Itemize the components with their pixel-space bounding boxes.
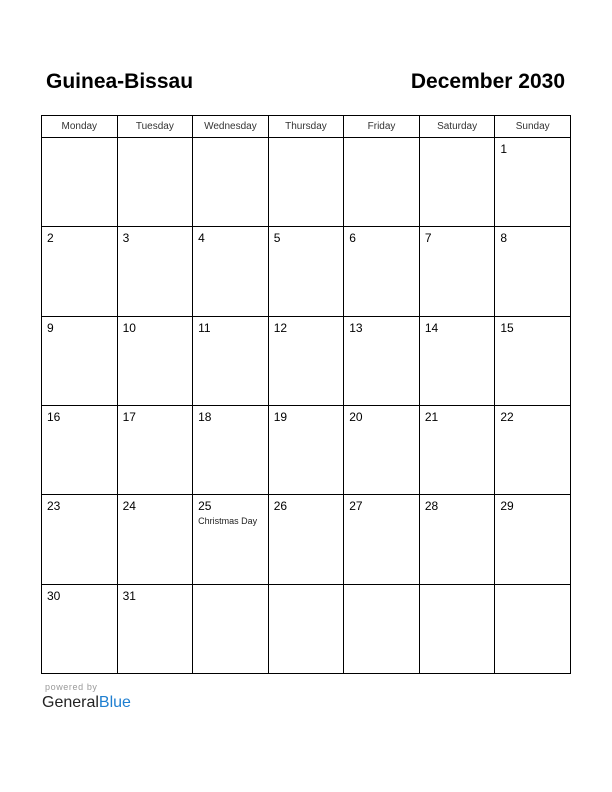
day-number: 26 xyxy=(273,499,288,514)
day-number: 1 xyxy=(500,142,508,156)
day-cell xyxy=(193,138,269,227)
day-number: 15 xyxy=(500,320,514,335)
day-number: 10 xyxy=(122,320,136,335)
day-number: 22 xyxy=(500,409,514,424)
day-number: 11 xyxy=(198,320,211,335)
day-number: 9 xyxy=(47,320,54,335)
week-row xyxy=(42,584,571,673)
day-cell xyxy=(42,584,118,673)
weekday-header-row xyxy=(42,116,571,138)
day-number: 29 xyxy=(500,499,514,514)
day-cell xyxy=(193,316,269,405)
day-cell xyxy=(117,584,193,673)
week-row xyxy=(42,405,571,494)
day-number xyxy=(42,138,117,142)
day-number: 24 xyxy=(122,499,136,514)
day-cell xyxy=(495,316,571,405)
day-cell xyxy=(42,227,118,316)
day-cell xyxy=(193,495,269,584)
day-number: 7 xyxy=(424,231,432,246)
day-number: 30 xyxy=(47,588,61,603)
day-cell xyxy=(495,495,571,584)
day-number: 25 xyxy=(198,499,212,514)
weekday-header: Friday xyxy=(344,116,420,138)
day-cell xyxy=(117,495,193,584)
brand-general: General xyxy=(42,694,99,711)
day-cell xyxy=(268,495,344,584)
day-number xyxy=(269,585,344,589)
day-cell xyxy=(193,405,269,494)
day-cell xyxy=(117,227,193,316)
calendar-grid xyxy=(41,115,571,674)
day-number xyxy=(269,138,344,142)
day-cell xyxy=(42,405,118,494)
day-number xyxy=(420,585,495,589)
day-cell xyxy=(495,227,571,316)
weekday-header: Wednesday xyxy=(193,116,269,138)
day-cell xyxy=(193,584,269,673)
day-number: 2 xyxy=(47,231,54,246)
day-number: 8 xyxy=(500,231,508,246)
day-cell xyxy=(42,138,118,227)
country-title: Guinea-Bissau xyxy=(46,70,194,93)
brand-blue: Blue xyxy=(98,694,131,711)
day-cell xyxy=(495,138,571,227)
day-cell xyxy=(268,227,344,316)
day-cell xyxy=(344,584,420,673)
weekday-header: Tuesday xyxy=(117,116,193,138)
day-cell xyxy=(419,584,495,673)
day-number: 16 xyxy=(47,409,61,424)
day-number: 31 xyxy=(122,588,136,603)
day-number xyxy=(193,585,268,589)
day-cell xyxy=(268,405,344,494)
day-cell xyxy=(344,227,420,316)
day-cell xyxy=(117,316,193,405)
day-number: 12 xyxy=(273,320,288,335)
generalblue-logo[interactable] xyxy=(42,694,131,712)
day-number xyxy=(193,138,268,142)
day-cell xyxy=(419,316,495,405)
day-cell xyxy=(344,495,420,584)
week-row xyxy=(42,316,571,405)
day-number: 23 xyxy=(47,499,61,514)
day-number: 6 xyxy=(349,231,356,246)
powered-by-text: powered by xyxy=(45,682,98,692)
day-cell xyxy=(419,495,495,584)
day-number xyxy=(420,138,495,142)
day-cell xyxy=(419,227,495,316)
day-number xyxy=(118,138,193,142)
day-cell xyxy=(268,316,344,405)
day-cell xyxy=(344,405,420,494)
day-number: 28 xyxy=(424,499,439,514)
footer-branding xyxy=(42,682,131,712)
day-cell xyxy=(42,495,118,584)
month-title: December 2030 xyxy=(410,70,565,93)
weekday-header: Sunday xyxy=(495,116,571,138)
day-cell xyxy=(42,316,118,405)
day-cell xyxy=(419,405,495,494)
day-number: 21 xyxy=(424,409,439,424)
day-number: 20 xyxy=(349,409,363,424)
week-row xyxy=(42,227,571,316)
day-cell xyxy=(117,405,193,494)
day-cell xyxy=(117,138,193,227)
week-row xyxy=(42,495,571,584)
day-number xyxy=(344,585,419,589)
day-cell xyxy=(344,138,420,227)
day-number: 14 xyxy=(424,320,439,335)
day-cell xyxy=(268,584,344,673)
day-number: 18 xyxy=(198,409,212,424)
holiday-label: Christmas Day xyxy=(198,516,258,527)
day-number xyxy=(344,138,419,142)
day-number: 27 xyxy=(349,499,363,514)
day-number xyxy=(495,585,570,589)
weekday-header: Saturday xyxy=(419,116,495,138)
weekday-header: Thursday xyxy=(268,116,344,138)
day-cell xyxy=(495,584,571,673)
weekday-header: Monday xyxy=(42,116,118,138)
day-number: 3 xyxy=(122,231,130,246)
day-number: 5 xyxy=(273,231,281,246)
week-row xyxy=(42,138,571,227)
day-cell xyxy=(344,316,420,405)
day-cell xyxy=(268,138,344,227)
day-number: 13 xyxy=(349,320,363,335)
day-cell xyxy=(419,138,495,227)
day-number: 4 xyxy=(198,231,205,246)
day-cell xyxy=(495,405,571,494)
day-cell xyxy=(193,227,269,316)
day-number: 19 xyxy=(273,409,288,424)
day-number: 17 xyxy=(122,409,136,424)
